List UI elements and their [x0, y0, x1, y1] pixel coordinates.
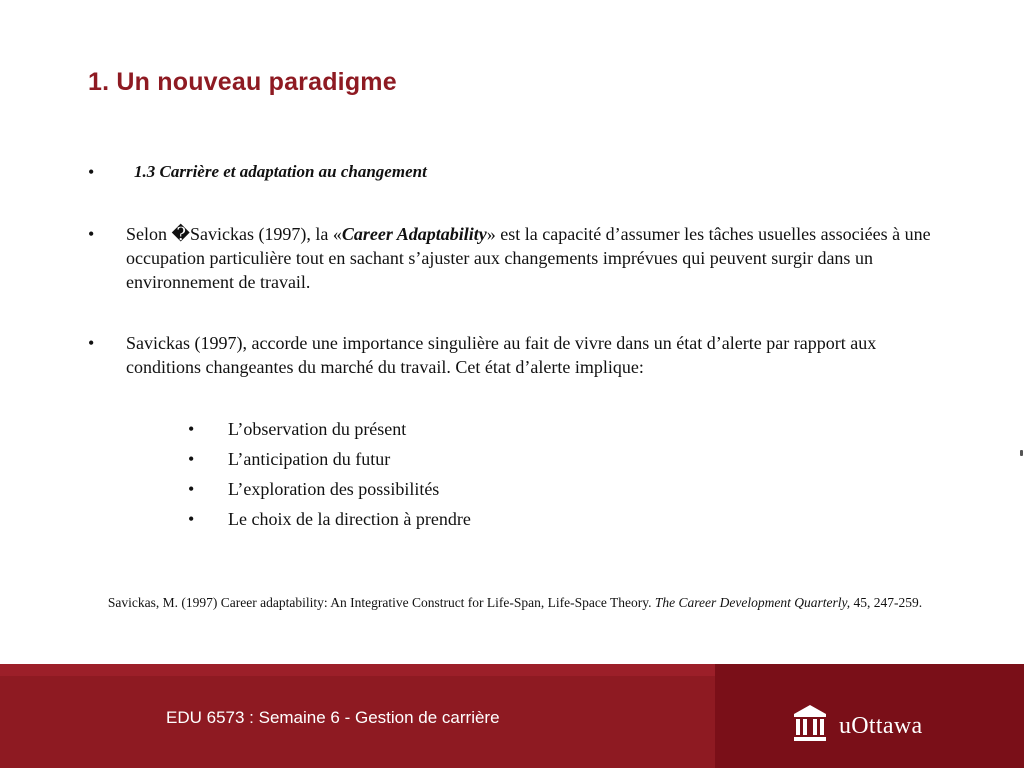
slide-title: 1. Un nouveau paradigme [88, 68, 397, 96]
list-item-text: L’exploration des possibilités [228, 479, 440, 499]
bullet-alert-state [88, 331, 948, 379]
reference-details: 45, 247-259. [850, 595, 923, 610]
bullet-dot: • [188, 419, 195, 439]
paragraph-definition [126, 222, 948, 294]
bullet-dot: • [188, 479, 195, 499]
bullet-dot: • [188, 509, 195, 529]
list-item [188, 476, 688, 506]
list-item [188, 416, 688, 446]
paragraph-alert-state: Savickas (1997), accorde une importance singulière au fait de vivre dans un état d’alerte par rapport aux conditions changeantes du marché du travail. Cet état d’alerte implique: [126, 333, 877, 377]
reference-citation [100, 594, 930, 612]
course-label: EDU 6573 : Semaine 6 - Gestion de carrière [166, 708, 500, 727]
uottawa-logo-text: uOttawa [839, 713, 923, 739]
bullet-career-adaptability [88, 222, 948, 294]
bullet-section-heading [88, 160, 948, 184]
bullet-dot: • [88, 162, 95, 182]
list-item-text: L’observation du présent [228, 419, 407, 439]
bullet-dot: • [88, 224, 95, 244]
bullet-dot: • [188, 449, 195, 469]
definition-pre: Selon �Savickas (1997), la « [126, 224, 342, 244]
reference-journal: The Career Development Quarterly, [654, 595, 851, 610]
list-item-text: Le choix de la direction à prendre [228, 509, 471, 529]
list-item [188, 506, 688, 536]
bullet-dot: • [88, 333, 95, 353]
list-item-text: L’anticipation du futur [228, 449, 391, 469]
reference-text: Savickas, M. (1997) Career adaptability: An Integrative Construct for Life-Span, Life-Space Theory. [107, 595, 655, 610]
section-heading: 1.3 Carrière et adaptation au changement [134, 162, 427, 181]
definition-post: » est la capacité d’assumer les tâches usuelles associées à une occupation particulière tout en sachant s’ajuster aux changements imprévues qui peuvent surgir dans un environnement de travail. [126, 224, 931, 292]
edge-mark [1020, 450, 1023, 456]
sub-bullet-list [188, 416, 688, 536]
list-item [188, 446, 688, 476]
university-building-icon [792, 703, 828, 743]
definition-term: Career Adaptability [341, 224, 487, 244]
